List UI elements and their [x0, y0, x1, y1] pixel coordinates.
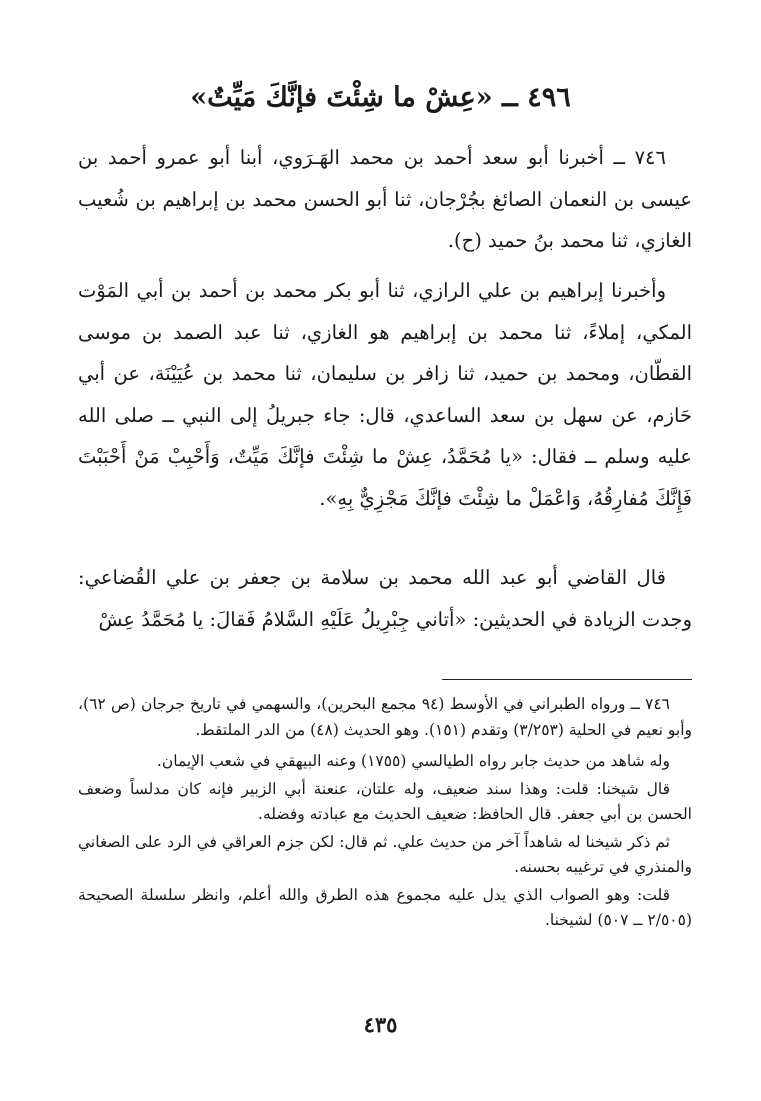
- paragraph-text: قال القاضي أبو عبد الله محمد بن سلامة بن جعفر بن علي القُضاعي: وجدت الزيادة في الحديثين: «أتاني جِبْرِيلُ عَلَيْهِ السَّلامُ فَقالَ: يا مُحَمَّدُ عِشْ: [78, 566, 692, 631]
- footnote-1: ٧٤٦ ــ ورواه الطبراني في الأوسط (٩٤ مجمع البحرين)، والسهمي في تاريخ جرجان (ص ٦٢)، وأبو نعيم في الحلية (٣/٢٥٣) وتقدم (١٥١). وهو الحديث (٤٨) من الدر الملتقط.: [78, 695, 692, 739]
- footnote-4: ثم ذكر شيخنا له شاهداً آخر من حديث علي. ثم قال: لكن جزم العراقي في الرد على الصغاني والمنذري في ترغيبه بحسنه.: [78, 832, 692, 876]
- footnotes-section: [78, 692, 692, 936]
- paragraph-text: ٧٤٦ ــ أخبرنا أبو سعد أحمد بن محمد الهَـرَوي، أبنا أبو عمرو أحمد بن عيسى بن النعمان الصائغ بجُرْجان، ثنا أبو الحسن محمد بن إبراهيم بن شُعيب الغازي، ثنا محمد بنُ حميد (ح).: [78, 146, 692, 252]
- footnote-2: وله شاهد من حديث جابر رواه الطيالسي (١٧٥٥) وعنه البيهقي في شعب الإيمان.: [156, 752, 670, 770]
- body-paragraph-3: [78, 557, 692, 640]
- chapter-heading: ٤٩٦ ــ «عِشْ ما شِئْتَ فإنَّكَ مَيِّتٌ»: [190, 82, 571, 113]
- footnote-divider: [442, 679, 692, 680]
- footnote-3: قال شيخنا: قلت: وهذا سند ضعيف، وله علتان، عنعنة أبي الزبير فإنه كان مدلساً وضعف الحسن بن أبي جعفر. قال الحافظ: ضعيف الحديث مع عبادته وفضله.: [78, 779, 692, 823]
- paragraph-text: وأخبرنا إبراهيم بن علي الرازي، ثنا أبو بكر محمد بن أحمد بن أبي المَوْت المكي، إملاءً، ثنا محمد بن إبراهيم هو الغازي، ثنا عبد الصمد بن موسى القطّان، ومحمد بن حميد، ثنا زافر بن سليمان، ثنا محمد بن عُيَيْنَة، عن أبي حَازم، عن سهل بن سعد الساعدي، قال: جاء جبريلُ إلى النبي ــ صلى الله عليه وسلم ــ فقال: «يا مُحَمَّدُ، عِشْ ما شِئْتَ فإنَّكَ مَيِّتٌ، وَأَحْبِبْ مَنْ أَحْبَبْتَ فَإِنَّكَ مُفارِقُهُ، وَاعْمَلْ ما شِئْتَ فإنَّكَ مَجْزِيٌّ بِهِ».: [78, 279, 692, 510]
- footnote-5: قلت: وهو الصواب الذي يدل عليه مجموع هذه الطرق والله أعلم، وانظر سلسلة الصحيحة (٢/٥٠٥ ــ ٥٠٧) لشيخنا.: [78, 885, 692, 929]
- body-paragraph-1: [78, 137, 692, 262]
- body-paragraph-2: [78, 270, 692, 519]
- page-number: ٤٣٥: [363, 1012, 398, 1037]
